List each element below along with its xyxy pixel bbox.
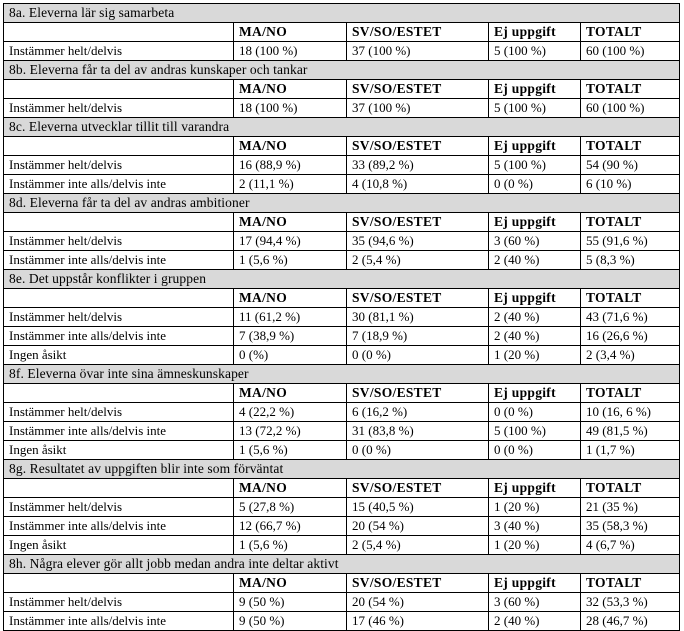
row-label: Instämmer helt/delvis [4,99,234,118]
section-title: 8b. Eleverna får ta del av andras kunskaper och tankar [4,61,680,80]
table-cell: 1 (20 %) [489,346,581,365]
table-cell: 60 (100 %) [581,42,680,61]
table-row [4,42,680,61]
column-header-row [4,80,680,99]
column-header: Ej uppgift [489,80,581,99]
section-header-row [4,460,680,479]
column-header: MA/NO [234,23,347,42]
table-cell: 2 (11,1 %) [234,175,347,194]
table-cell: 17 (46 %) [347,612,489,631]
table-cell: 21 (35 %) [581,498,680,517]
column-header-row [4,213,680,232]
empty-header-cell [4,574,234,593]
table-cell: 2 (40 %) [489,308,581,327]
row-label: Instämmer inte alls/delvis inte [4,175,234,194]
column-header: Ej uppgift [489,289,581,308]
table-cell: 2 (40 %) [489,612,581,631]
table-cell: 10 (16, 6 %) [581,403,680,422]
section-header-row [4,555,680,574]
row-label: Ingen åsikt [4,536,234,555]
table-cell: 9 (50 %) [234,593,347,612]
table-cell: 3 (60 %) [489,593,581,612]
table-cell: 0 (%) [234,346,347,365]
table-cell: 55 (91,6 %) [581,232,680,251]
column-header: SV/SO/ESTET [347,23,489,42]
column-header-row [4,23,680,42]
table-cell: 17 (94,4 %) [234,232,347,251]
empty-header-cell [4,384,234,403]
table-cell: 18 (100 %) [234,42,347,61]
row-label: Instämmer inte alls/delvis inte [4,251,234,270]
table-cell: 13 (72,2 %) [234,422,347,441]
column-header: Ej uppgift [489,23,581,42]
row-label: Instämmer inte alls/delvis inte [4,517,234,536]
table-row [4,441,680,460]
table-row [4,403,680,422]
table-cell: 20 (54 %) [347,517,489,536]
column-header-row [4,289,680,308]
table-cell: 11 (61,2 %) [234,308,347,327]
column-header: SV/SO/ESTET [347,80,489,99]
column-header: SV/SO/ESTET [347,213,489,232]
row-label: Ingen åsikt [4,346,234,365]
table-cell: 6 (10 %) [581,175,680,194]
column-header-row [4,574,680,593]
table-cell: 2 (40 %) [489,251,581,270]
column-header: TOTALT [581,384,680,403]
table-cell: 32 (53,3 %) [581,593,680,612]
row-label: Instämmer helt/delvis [4,498,234,517]
table-cell: 35 (58,3 %) [581,517,680,536]
column-header: MA/NO [234,289,347,308]
table-cell: 49 (81,5 %) [581,422,680,441]
table-cell: 1 (5,6 %) [234,441,347,460]
row-label: Instämmer helt/delvis [4,42,234,61]
table-cell: 4 (10,8 %) [347,175,489,194]
column-header: TOTALT [581,23,680,42]
row-label: Instämmer helt/delvis [4,593,234,612]
section-header-row [4,194,680,213]
table-cell: 5 (27,8 %) [234,498,347,517]
table-cell: 5 (100 %) [489,422,581,441]
column-header: Ej uppgift [489,574,581,593]
section-title: 8e. Det uppstår konflikter i gruppen [4,270,680,289]
table-cell: 4 (6,7 %) [581,536,680,555]
table-cell: 37 (100 %) [347,42,489,61]
section-header-row [4,61,680,80]
table-cell: 3 (60 %) [489,232,581,251]
table-row [4,251,680,270]
section-title: 8c. Eleverna utvecklar tillit till varandra [4,118,680,137]
table-row [4,422,680,441]
table-cell: 33 (89,2 %) [347,156,489,175]
row-label: Instämmer helt/delvis [4,403,234,422]
row-label: Ingen åsikt [4,441,234,460]
table-row [4,346,680,365]
table-cell: 37 (100 %) [347,99,489,118]
column-header: TOTALT [581,479,680,498]
column-header-row [4,384,680,403]
table-cell: 1 (20 %) [489,536,581,555]
column-header: TOTALT [581,289,680,308]
section-title: 8h. Några elever gör allt jobb medan andra inte deltar aktivt [4,555,680,574]
empty-header-cell [4,479,234,498]
table-cell: 30 (81,1 %) [347,308,489,327]
table-cell: 5 (100 %) [489,156,581,175]
section-title: 8g. Resultatet av uppgiften blir inte som förväntat [4,460,680,479]
table-cell: 1 (20 %) [489,498,581,517]
table-cell: 31 (83,8 %) [347,422,489,441]
table-cell: 9 (50 %) [234,612,347,631]
table-cell: 1 (5,6 %) [234,251,347,270]
table-cell: 0 (0 %) [489,403,581,422]
column-header: MA/NO [234,574,347,593]
row-label: Instämmer inte alls/delvis inte [4,612,234,631]
empty-header-cell [4,137,234,156]
section-header-row [4,270,680,289]
column-header: MA/NO [234,479,347,498]
column-header: Ej uppgift [489,384,581,403]
column-header: Ej uppgift [489,137,581,156]
section-header-row [4,4,680,23]
row-label: Instämmer inte alls/delvis inte [4,422,234,441]
table-cell: 0 (0 %) [489,441,581,460]
table-cell: 2 (3,4 %) [581,346,680,365]
table-row [4,232,680,251]
table-row [4,308,680,327]
column-header: TOTALT [581,137,680,156]
table-cell: 2 (5,4 %) [347,536,489,555]
section-title: 8a. Eleverna lär sig samarbeta [4,4,680,23]
table-cell: 20 (54 %) [347,593,489,612]
column-header: MA/NO [234,384,347,403]
empty-header-cell [4,80,234,99]
table-row [4,327,680,346]
table-cell: 60 (100 %) [581,99,680,118]
column-header: MA/NO [234,80,347,99]
table-cell: 5 (100 %) [489,99,581,118]
table-cell: 5 (100 %) [489,42,581,61]
table-cell: 35 (94,6 %) [347,232,489,251]
column-header: MA/NO [234,213,347,232]
row-label: Instämmer inte alls/delvis inte [4,327,234,346]
row-label: Instämmer helt/delvis [4,308,234,327]
column-header: SV/SO/ESTET [347,574,489,593]
table-cell: 2 (5,4 %) [347,251,489,270]
table-cell: 0 (0 %) [347,346,489,365]
table-cell: 18 (100 %) [234,99,347,118]
table-cell: 43 (71,6 %) [581,308,680,327]
column-header: SV/SO/ESTET [347,289,489,308]
table-cell: 4 (22,2 %) [234,403,347,422]
section-title: 8d. Eleverna får ta del av andras ambitioner [4,194,680,213]
column-header: TOTALT [581,574,680,593]
column-header: SV/SO/ESTET [347,384,489,403]
column-header: Ej uppgift [489,213,581,232]
table-row [4,517,680,536]
table-cell: 3 (40 %) [489,517,581,536]
table-row [4,593,680,612]
table-row [4,175,680,194]
table-row [4,99,680,118]
table-cell: 28 (46,7 %) [581,612,680,631]
row-label: Instämmer helt/delvis [4,156,234,175]
table-cell: 54 (90 %) [581,156,680,175]
table-cell: 16 (26,6 %) [581,327,680,346]
empty-header-cell [4,23,234,42]
table-cell: 7 (18,9 %) [347,327,489,346]
section-title: 8f. Eleverna övar inte sina ämneskunskaper [4,365,680,384]
table-cell: 12 (66,7 %) [234,517,347,536]
survey-results-document [3,3,679,631]
column-header: SV/SO/ESTET [347,137,489,156]
table-cell: 6 (16,2 %) [347,403,489,422]
column-header-row [4,137,680,156]
column-header: MA/NO [234,137,347,156]
table-cell: 5 (8,3 %) [581,251,680,270]
table-cell: 0 (0 %) [347,441,489,460]
table-row [4,536,680,555]
column-header: Ej uppgift [489,479,581,498]
column-header: TOTALT [581,213,680,232]
table-cell: 15 (40,5 %) [347,498,489,517]
empty-header-cell [4,213,234,232]
table-cell: 1 (1,7 %) [581,441,680,460]
row-label: Instämmer helt/delvis [4,232,234,251]
table-cell: 0 (0 %) [489,175,581,194]
column-header: TOTALT [581,80,680,99]
survey-results-body [4,4,680,631]
column-header-row [4,479,680,498]
table-cell: 16 (88,9 %) [234,156,347,175]
table-row [4,498,680,517]
table-cell: 1 (5,6 %) [234,536,347,555]
table-cell: 2 (40 %) [489,327,581,346]
section-header-row [4,118,680,137]
column-header: SV/SO/ESTET [347,479,489,498]
survey-results-table [3,3,680,631]
table-cell: 7 (38,9 %) [234,327,347,346]
table-row [4,156,680,175]
empty-header-cell [4,289,234,308]
section-header-row [4,365,680,384]
